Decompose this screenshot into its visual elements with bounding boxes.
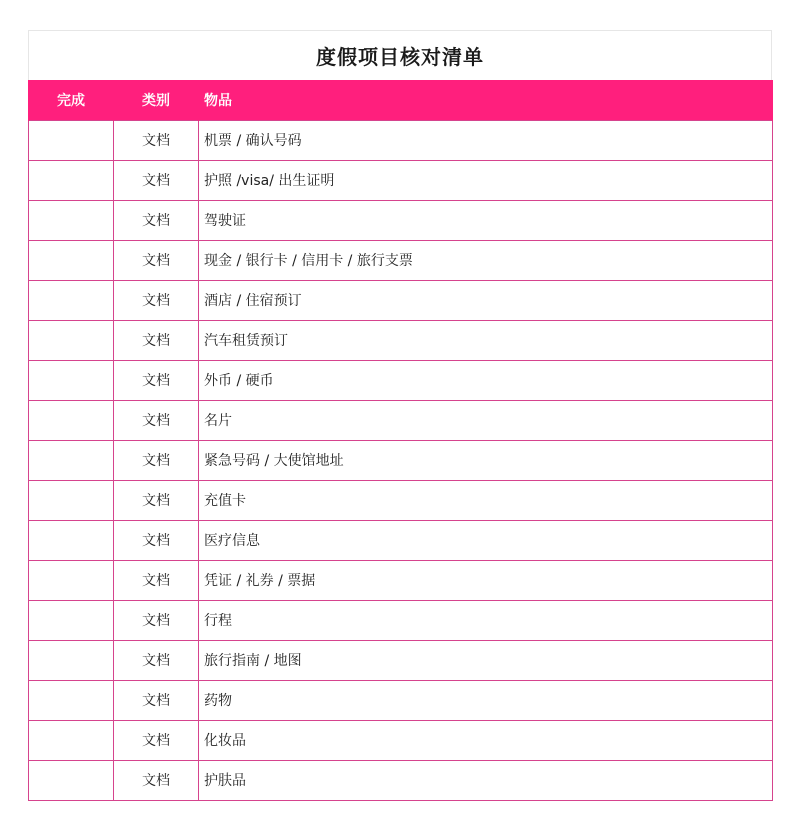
- item-cell[interactable]: 凭证 / 礼券 / 票据: [199, 560, 773, 600]
- table-row: [29, 600, 773, 640]
- done-cell[interactable]: [29, 320, 114, 360]
- table-row: [29, 520, 773, 560]
- done-cell[interactable]: [29, 520, 114, 560]
- table-row: [29, 400, 773, 440]
- category-cell[interactable]: 文档: [114, 440, 199, 480]
- done-cell[interactable]: [29, 680, 114, 720]
- item-cell[interactable]: 旅行指南 / 地图: [199, 640, 773, 680]
- table-row: [29, 720, 773, 760]
- table-row: [29, 360, 773, 400]
- item-cell[interactable]: 酒店 / 住宿预订: [199, 280, 773, 320]
- category-cell[interactable]: 文档: [114, 160, 199, 200]
- category-cell[interactable]: 文档: [114, 560, 199, 600]
- done-cell[interactable]: [29, 560, 114, 600]
- done-cell[interactable]: [29, 760, 114, 800]
- checklist-table: [28, 80, 773, 801]
- item-cell[interactable]: 医疗信息: [199, 520, 773, 560]
- table-row: [29, 200, 773, 240]
- column-header-category[interactable]: 类别: [114, 80, 199, 120]
- done-cell[interactable]: [29, 720, 114, 760]
- category-cell[interactable]: 文档: [114, 520, 199, 560]
- item-cell[interactable]: 药物: [199, 680, 773, 720]
- item-cell[interactable]: 机票 / 确认号码: [199, 120, 773, 160]
- title-bar: [28, 30, 772, 80]
- table-row: [29, 440, 773, 480]
- checklist-body: [29, 120, 773, 800]
- column-header-item[interactable]: 物品: [199, 80, 773, 120]
- table-row: [29, 280, 773, 320]
- done-cell[interactable]: [29, 440, 114, 480]
- category-cell[interactable]: 文档: [114, 320, 199, 360]
- done-cell[interactable]: [29, 280, 114, 320]
- done-cell[interactable]: [29, 600, 114, 640]
- table-row: [29, 160, 773, 200]
- category-cell[interactable]: 文档: [114, 720, 199, 760]
- category-cell[interactable]: 文档: [114, 600, 199, 640]
- item-cell[interactable]: 外币 / 硬币: [199, 360, 773, 400]
- item-cell[interactable]: 化妆品: [199, 720, 773, 760]
- table-row: [29, 760, 773, 800]
- category-cell[interactable]: 文档: [114, 280, 199, 320]
- done-cell[interactable]: [29, 200, 114, 240]
- category-cell[interactable]: 文档: [114, 640, 199, 680]
- done-cell[interactable]: [29, 640, 114, 680]
- done-cell[interactable]: [29, 240, 114, 280]
- table-header-row: [29, 80, 773, 120]
- table-row: [29, 640, 773, 680]
- category-cell[interactable]: 文档: [114, 680, 199, 720]
- item-cell[interactable]: 护肤品: [199, 760, 773, 800]
- item-cell[interactable]: 现金 / 银行卡 / 信用卡 / 旅行支票: [199, 240, 773, 280]
- table-row: [29, 320, 773, 360]
- category-cell[interactable]: 文档: [114, 760, 199, 800]
- item-cell[interactable]: 护照 /visa/ 出生证明: [199, 160, 773, 200]
- table-row: [29, 240, 773, 280]
- item-cell[interactable]: 充值卡: [199, 480, 773, 520]
- done-cell[interactable]: [29, 480, 114, 520]
- category-cell[interactable]: 文档: [114, 400, 199, 440]
- category-cell[interactable]: 文档: [114, 360, 199, 400]
- done-cell[interactable]: [29, 360, 114, 400]
- item-cell[interactable]: 驾驶证: [199, 200, 773, 240]
- item-cell[interactable]: 紧急号码 / 大使馆地址: [199, 440, 773, 480]
- category-cell[interactable]: 文档: [114, 480, 199, 520]
- done-cell[interactable]: [29, 160, 114, 200]
- item-cell[interactable]: 名片: [199, 400, 773, 440]
- table-row: [29, 560, 773, 600]
- column-header-done[interactable]: 完成: [29, 80, 114, 120]
- table-row: [29, 480, 773, 520]
- category-cell[interactable]: 文档: [114, 200, 199, 240]
- page-title: 度假项目核对清单: [316, 45, 484, 69]
- table-row: [29, 120, 773, 160]
- done-cell[interactable]: [29, 120, 114, 160]
- category-cell[interactable]: 文档: [114, 240, 199, 280]
- category-cell[interactable]: 文档: [114, 120, 199, 160]
- done-cell[interactable]: [29, 400, 114, 440]
- checklist-sheet: [28, 30, 772, 801]
- item-cell[interactable]: 行程: [199, 600, 773, 640]
- item-cell[interactable]: 汽车租赁预订: [199, 320, 773, 360]
- table-row: [29, 680, 773, 720]
